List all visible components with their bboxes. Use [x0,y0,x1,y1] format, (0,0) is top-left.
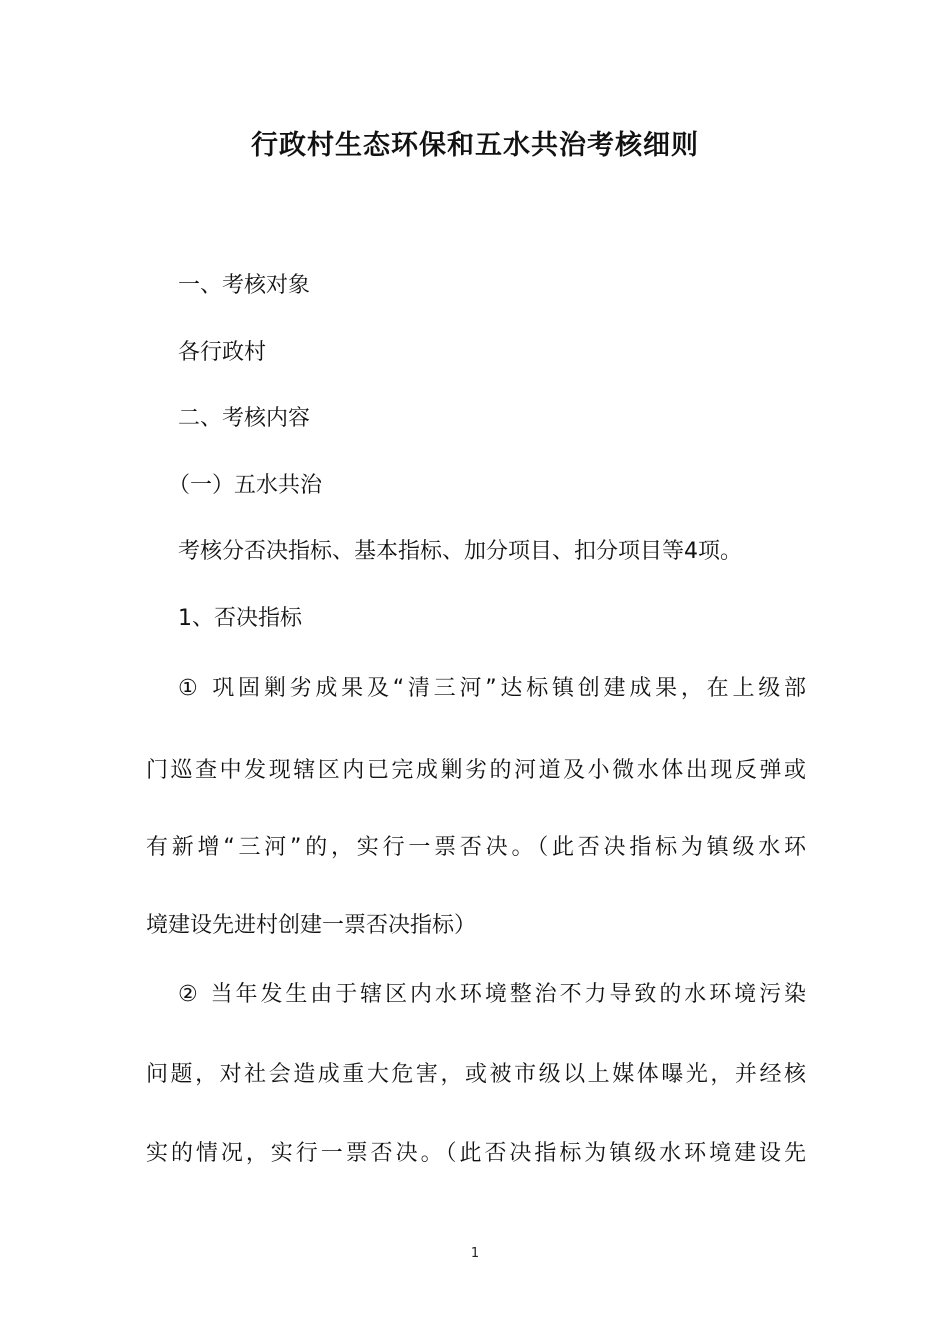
paragraph-text: 门巡查中发现辖区内已完成剿劣的河道及小微水体出现反弹或 [146,758,806,783]
paragraph-text: ① 巩固剿劣成果及“清三河”达标镇创建成果，在上级部 [178,676,806,701]
section-heading-assessment-content: 二、考核内容 [178,406,311,431]
paragraph-text: 各行政村 [178,340,267,365]
paragraph-text: 实的情况，实行一票否决。（此否决指标为镇级水环境建设先 [146,1141,806,1166]
section-heading-assessment-target: 一、考核对象 [178,273,311,298]
paragraph-text: 考核分否决指标、基本指标、加分项目、扣分项目等4项。 [178,539,742,564]
subsection-heading-five-waters: （一）五水共治 [168,473,323,498]
paragraph-text: 有新增“三河”的，实行一票否决。（此否决指标为镇级水环 [146,835,806,860]
paragraph-text: 境建设先进村创建一票否决指标） [146,913,477,938]
page-number: 1 [470,1246,480,1261]
document-title: 行政村生态环保和五水共治考核细则 [251,130,699,161]
paragraph-text: ② 当年发生由于辖区内水环境整治不力导致的水环境污染 [178,982,806,1007]
item-heading-veto-indicators: 1、否决指标 [178,606,302,631]
paragraph-text: 问题，对社会造成重大危害，或被市级以上媒体曝光，并经核 [146,1062,806,1087]
